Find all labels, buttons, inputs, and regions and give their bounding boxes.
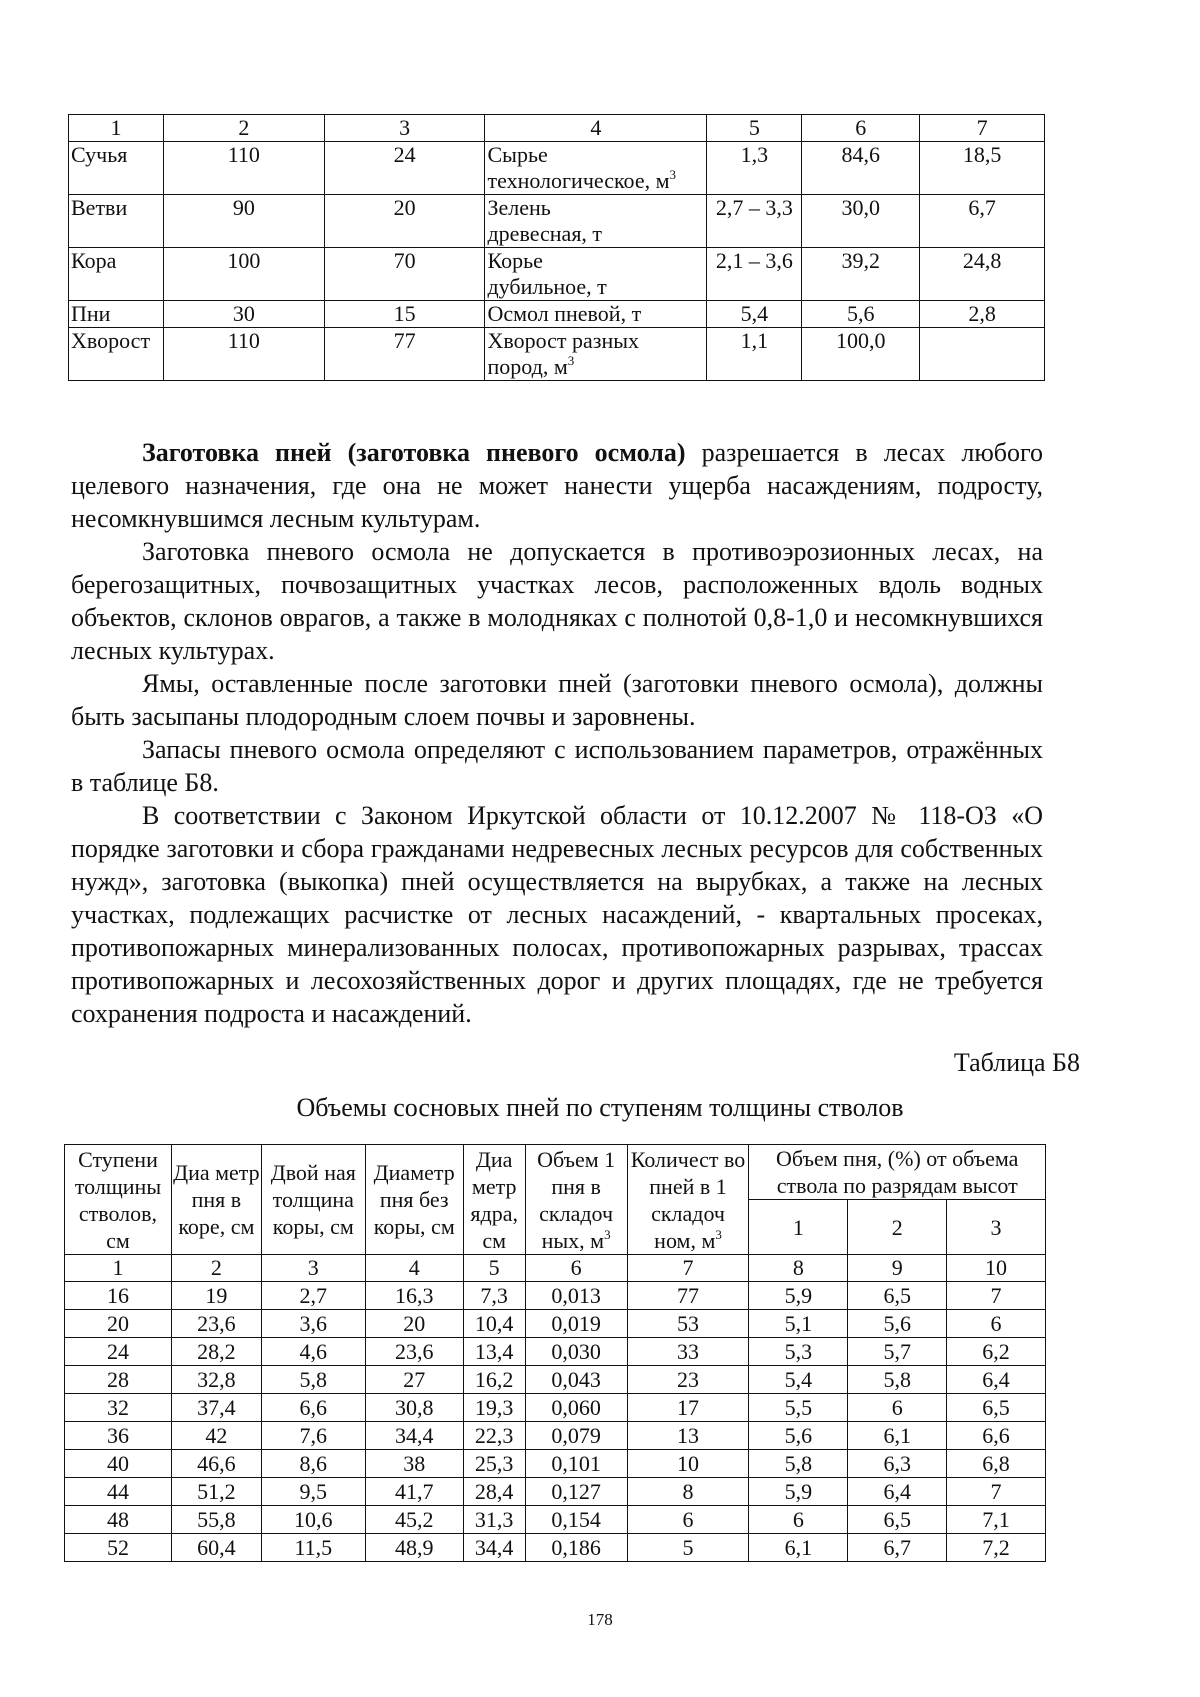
paragraph (71, 436, 1043, 535)
table-cell: 0,127 (525, 1478, 627, 1506)
paragraph-text: разрешается в лесах любого целевого назначения, где она не может нанести ущерба насаждениям, подросту, несомкнувшимся лесным культурам. (71, 438, 1043, 533)
table-cell: 36 (65, 1422, 172, 1450)
table-cell: 22,3 (463, 1422, 525, 1450)
product-line-2: технологическое, м (487, 168, 670, 193)
table-cell: 3,6 (261, 1310, 365, 1338)
stump-volume-table (64, 1144, 1046, 1562)
column-number: 1 (65, 1255, 172, 1282)
cell: 100 (163, 248, 324, 301)
table-cell: 6,4 (947, 1366, 1046, 1394)
cell: 5,6 (802, 301, 920, 328)
table-cell: 0,186 (525, 1534, 627, 1562)
table-cell: 0,060 (525, 1394, 627, 1422)
cell-product (485, 195, 707, 248)
table-cell: 52 (65, 1534, 172, 1562)
table-cell: 0,154 (525, 1506, 627, 1534)
table-row (65, 1478, 1046, 1506)
column-number: 2 (171, 1255, 261, 1282)
table-cell: 16,3 (365, 1282, 463, 1310)
paragraph: Заготовка пневого осмола не допускается в противоэрозионных лесах, на берегозащитных, почвозащитных участках лесов, расположенных вдоль водных объектов, склонов оврагов, а также в молодняках с полнотой 0,8-1,0 и несомкнувшихся лесных культурах. (71, 537, 1043, 665)
header-cell: Диаметр пня без коры, см (365, 1145, 463, 1255)
table-cell: 5,4 (749, 1366, 848, 1394)
cell: 30 (163, 301, 324, 328)
table-cell: 5,9 (749, 1282, 848, 1310)
table-cell: 23 (627, 1366, 749, 1394)
superscript: 3 (669, 167, 676, 182)
cell-product (485, 142, 707, 195)
product-line-1: Корье (487, 248, 543, 273)
table-cell: 0,030 (525, 1338, 627, 1366)
cell-product (485, 248, 707, 301)
table-row (65, 1394, 1046, 1422)
table-cell: 5,9 (749, 1478, 848, 1506)
table-cell: 51,2 (171, 1478, 261, 1506)
table-cell: 6,1 (848, 1422, 947, 1450)
table-cell: 6,5 (848, 1282, 947, 1310)
table-cell: 40 (65, 1450, 172, 1478)
cell: 20 (324, 195, 485, 248)
table-cell: 10,4 (463, 1310, 525, 1338)
table-cell: 30,8 (365, 1394, 463, 1422)
table-cell: 5,1 (749, 1310, 848, 1338)
table-cell: 44 (65, 1478, 172, 1506)
column-number: 6 (802, 115, 920, 142)
column-number: 7 (920, 115, 1045, 142)
header-text: Количест во пней в 1 складоч ном, м (630, 1146, 746, 1253)
table-cell: 42 (171, 1422, 261, 1450)
table-cell: 33 (627, 1338, 749, 1366)
column-number: 4 (365, 1255, 463, 1282)
column-number: 10 (947, 1255, 1046, 1282)
table-cell: 77 (627, 1282, 749, 1310)
table-cell: 6,5 (947, 1394, 1046, 1422)
header-cell (627, 1145, 749, 1255)
subheader-cell: 2 (848, 1200, 947, 1255)
table-cell: 8 (627, 1478, 749, 1506)
cell: 39,2 (802, 248, 920, 301)
table-cell: 7 (947, 1282, 1046, 1310)
column-number: 9 (848, 1255, 947, 1282)
cell: 84,6 (802, 142, 920, 195)
table-cell: 20 (65, 1310, 172, 1338)
table-row (69, 301, 1045, 328)
table-cell: 34,4 (463, 1534, 525, 1562)
table-cell: 19,3 (463, 1394, 525, 1422)
table-cell: 6,4 (848, 1478, 947, 1506)
cell: 100,0 (802, 328, 920, 381)
table-row (65, 1366, 1046, 1394)
table-cell: 16 (65, 1282, 172, 1310)
cell: 2,1 – 3,6 (707, 248, 802, 301)
table-cell: 10,6 (261, 1506, 365, 1534)
table-row (69, 248, 1045, 301)
cell: 24,8 (920, 248, 1045, 301)
table-cell: 5,8 (261, 1366, 365, 1394)
product-line-2: пород, м (487, 354, 568, 379)
table-cell: 6,8 (947, 1450, 1046, 1478)
table-cell: 6 (749, 1506, 848, 1534)
cell: 30,0 (802, 195, 920, 248)
table-row (65, 1282, 1046, 1310)
table-cell: 11,5 (261, 1534, 365, 1562)
table-cell: 0,101 (525, 1450, 627, 1478)
paragraph: Запасы пневого осмола определяют с использованием параметров, отражённых в таблице Б8. (71, 735, 1043, 797)
table-cell: 32,8 (171, 1366, 261, 1394)
table-cell: 48,9 (365, 1534, 463, 1562)
table-cell: 32 (65, 1394, 172, 1422)
column-number: 3 (261, 1255, 365, 1282)
table-cell: 5,3 (749, 1338, 848, 1366)
header-text: Объем 1 пня в складоч ных, м (537, 1146, 616, 1253)
table-cell: 48 (65, 1506, 172, 1534)
table-cell: 23,6 (365, 1338, 463, 1366)
superscript: 3 (567, 353, 575, 368)
table-cell: 45,2 (365, 1506, 463, 1534)
table-cell: 7,3 (463, 1282, 525, 1310)
table-cell: 34,4 (365, 1422, 463, 1450)
cell-name: Кора (69, 248, 164, 301)
table-cell: 60,4 (171, 1534, 261, 1562)
header-cell: Диа метр ядра, см (463, 1145, 525, 1255)
cell-product: Осмол пневой, т (485, 301, 707, 328)
table-cell: 13,4 (463, 1338, 525, 1366)
table-cell: 28,2 (171, 1338, 261, 1366)
column-number: 4 (485, 115, 707, 142)
column-number: 5 (463, 1255, 525, 1282)
table-cell: 6,5 (848, 1506, 947, 1534)
cell-name: Ветви (69, 195, 164, 248)
table-cell: 24 (65, 1338, 172, 1366)
cell-name: Сучья (69, 142, 164, 195)
cell: 110 (163, 328, 324, 381)
table-cell: 37,4 (171, 1394, 261, 1422)
table-cell: 7 (947, 1478, 1046, 1506)
table-cell: 6,3 (848, 1450, 947, 1478)
cell: 1,3 (707, 142, 802, 195)
table-header-row (69, 115, 1045, 142)
table-cell: 5,7 (848, 1338, 947, 1366)
table-cell: 2,7 (261, 1282, 365, 1310)
table-row (65, 1310, 1046, 1338)
table-cell: 10 (627, 1450, 749, 1478)
column-number: 3 (324, 115, 485, 142)
product-line-1: Зелень (487, 195, 551, 220)
cell: 2,8 (920, 301, 1045, 328)
table-cell: 16,2 (463, 1366, 525, 1394)
table-cell: 0,013 (525, 1282, 627, 1310)
paragraph: В соответствии с Законом Иркутской области от 10.12.2007 № 118-ОЗ «О порядке заготовки и сбора гражданами недревесных лесных ресурсов для собственных нужд», заготовка (выкопка) пней осуществляется на вырубках, а также на лесных участках, подлежащих расчистке от лесных насаждений, - квартальных просеках, противопожарных минерализованных полосах, противопожарных разрывах, трассах противопожарных и лесохозяйственных дорог и других площадях, где не требуется сохранения подроста и насаждений. (71, 801, 1043, 1028)
body-text (71, 436, 1043, 1030)
table-cell: 7,1 (947, 1506, 1046, 1534)
cell: 110 (163, 142, 324, 195)
table-cell: 46,6 (171, 1450, 261, 1478)
table-cell: 28 (65, 1366, 172, 1394)
column-number: 7 (627, 1255, 749, 1282)
table-row (69, 328, 1045, 381)
header-cell (525, 1145, 627, 1255)
table-cell: 6 (848, 1394, 947, 1422)
column-numbers-row (65, 1255, 1046, 1282)
table-cell: 0,043 (525, 1366, 627, 1394)
table-caption: Объемы сосновых пней по ступеням толщины стволов (296, 1093, 904, 1122)
table-cell: 20 (365, 1310, 463, 1338)
table-row (65, 1506, 1046, 1534)
cell-name: Хворост (69, 328, 164, 381)
product-line-2: древесная, т (487, 221, 603, 246)
column-number: 6 (525, 1255, 627, 1282)
paragraph: Ямы, оставленные после заготовки пней (заготовки пневого осмола), должны быть засыпаны плодородным слоем почвы и заровнены. (71, 669, 1043, 731)
table-cell: 17 (627, 1394, 749, 1422)
table-cell: 4,6 (261, 1338, 365, 1366)
product-line-2: дубильное, т (487, 274, 607, 299)
table-row (69, 142, 1045, 195)
product-line-1: Сырье (487, 142, 548, 167)
table-cell: 19 (171, 1282, 261, 1310)
table-header-row (65, 1145, 1046, 1200)
table-row (65, 1422, 1046, 1450)
table-cell: 8,6 (261, 1450, 365, 1478)
product-line-1: Хворост разных (487, 328, 640, 353)
column-number: 1 (69, 115, 164, 142)
table-cell: 27 (365, 1366, 463, 1394)
table-cell: 5,6 (749, 1422, 848, 1450)
table-cell: 6 (947, 1310, 1046, 1338)
table-cell: 5,6 (848, 1310, 947, 1338)
table-cell: 6,2 (947, 1338, 1046, 1366)
table-cell: 38 (365, 1450, 463, 1478)
table-cell: 31,3 (463, 1506, 525, 1534)
table-cell: 6,6 (947, 1422, 1046, 1450)
header-cell: Диа метр пня в коре, см (171, 1145, 261, 1255)
table-cell: 5,8 (749, 1450, 848, 1478)
cell (920, 328, 1045, 381)
table-cell: 7,2 (947, 1534, 1046, 1562)
header-cell: Двой ная толщина коры, см (261, 1145, 365, 1255)
table-cell: 0,019 (525, 1310, 627, 1338)
paragraph-bold-lead: Заготовка пней (заготовка пневого осмола) (142, 438, 686, 467)
cell: 15 (324, 301, 485, 328)
cell: 77 (324, 328, 485, 381)
subheader-cell: 1 (749, 1200, 848, 1255)
table-cell: 41,7 (365, 1478, 463, 1506)
cell-name: Пни (69, 301, 164, 328)
products-table (68, 114, 1045, 381)
table-row (69, 195, 1045, 248)
table-cell: 6 (627, 1506, 749, 1534)
table-row (65, 1534, 1046, 1562)
column-number: 5 (707, 115, 802, 142)
subheader-cell: 3 (947, 1200, 1046, 1255)
cell: 1,1 (707, 328, 802, 381)
header-cell-group: Объем пня, (%) от объема ствола по разрядам высот (749, 1145, 1046, 1200)
header-cell: Ступени толщины стволов, см (65, 1145, 172, 1255)
table-body (65, 1255, 1046, 1562)
table-cell: 13 (627, 1422, 749, 1450)
column-number: 2 (163, 115, 324, 142)
cell: 18,5 (920, 142, 1045, 195)
table-cell: 23,6 (171, 1310, 261, 1338)
table-cell: 9,5 (261, 1478, 365, 1506)
table-cell: 6,1 (749, 1534, 848, 1562)
cell: 90 (163, 195, 324, 248)
table-cell: 0,079 (525, 1422, 627, 1450)
cell: 5,4 (707, 301, 802, 328)
table-cell: 53 (627, 1310, 749, 1338)
table-cell: 5,5 (749, 1394, 848, 1422)
cell-product (485, 328, 707, 381)
table-cell: 28,4 (463, 1478, 525, 1506)
column-number: 8 (749, 1255, 848, 1282)
table-cell: 5 (627, 1534, 749, 1562)
table-row (65, 1450, 1046, 1478)
cell: 6,7 (920, 195, 1045, 248)
table-cell: 7,6 (261, 1422, 365, 1450)
table-cell: 5,8 (848, 1366, 947, 1394)
superscript: 3 (604, 1226, 611, 1242)
table-cell: 25,3 (463, 1450, 525, 1478)
table-row (65, 1338, 1046, 1366)
cell: 2,7 – 3,3 (707, 195, 802, 248)
page-number: 178 (587, 1610, 613, 1629)
table-cell: 6,7 (848, 1534, 947, 1562)
superscript: 3 (715, 1226, 722, 1242)
cell: 24 (324, 142, 485, 195)
table-cell: 55,8 (171, 1506, 261, 1534)
cell: 70 (324, 248, 485, 301)
table-label: Таблица Б8 (953, 1048, 1080, 1077)
table-cell: 6,6 (261, 1394, 365, 1422)
